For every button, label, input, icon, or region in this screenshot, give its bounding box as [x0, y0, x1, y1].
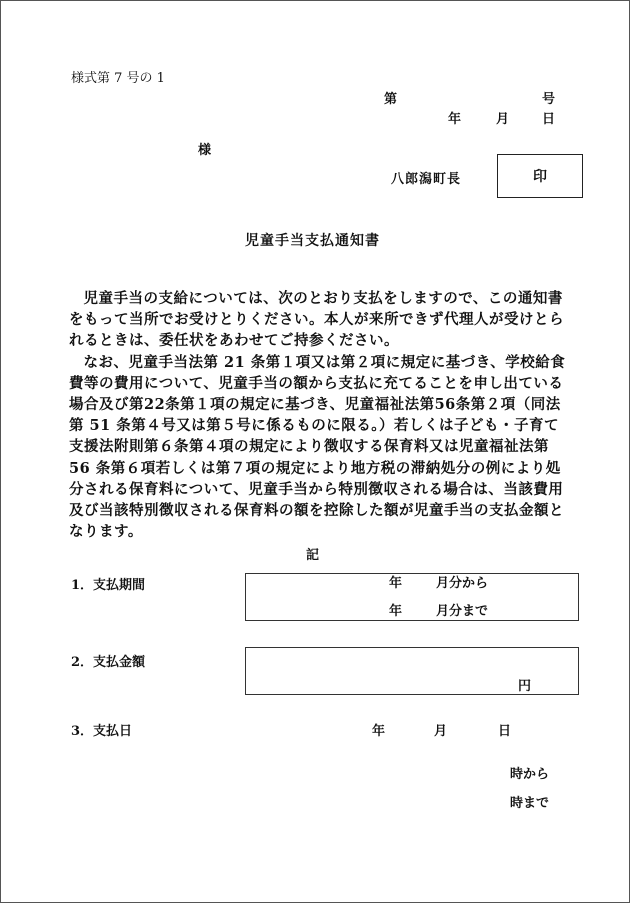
payment-year-label: 年 — [372, 724, 386, 739]
notice-body — [69, 288, 569, 542]
payment-day-label: 日 — [498, 724, 512, 739]
payment-period-label: 1．支払期間 — [71, 578, 146, 593]
time-from-label: 時から — [510, 767, 550, 782]
period-to-month: 月分まで — [436, 604, 489, 619]
payment-date-label: 3．支払日 — [71, 724, 133, 739]
payment-amount-label: 2．支払金額 — [71, 655, 146, 670]
payment-month-label: 月 — [434, 724, 448, 739]
document-number-prefix: 第 — [384, 92, 398, 107]
payment-period-box — [245, 573, 579, 621]
recipient-honorific: 様 — [198, 143, 212, 158]
document-title: 児童手当支払通知書 — [245, 233, 380, 249]
period-from-month: 月分から — [436, 576, 489, 591]
ki-heading: 記 — [306, 548, 320, 563]
period-from-year: 年 — [389, 576, 403, 591]
payment-amount-box — [245, 647, 579, 695]
body-paragraph-2: なお、児童手当法第 21 条第１項又は第２項に規定に基づき、学校給食費等の費用について、児童手当の額から支払に充てることを申し出ている場合及び第22条第１項の規定に基づき、児童福祉法第56条第２項（同法第 51 条第４号又は第５号に係るものに限る。）若しくは子ども・子育て支援法附則第６条第４項の規定により徴収する保育料又は児童福祉法第 56 条第６項若しくは第７項の規定により地方税の滞納処分の例により処分される保育料について、児童手当から特別徴収される場合は、当該費用及び当該特別徴収される保育料の額を控除した額が児童手当の支払金額となります。 — [69, 353, 566, 541]
body-paragraph-1: 児童手当の支給については、次のとおり支払をしますので、この通知書をもって当所でお受けとりください。本人が来所できず代理人が受けとられるときは、委任状をあわせてご持参ください。 — [69, 290, 564, 350]
document-number-suffix: 号 — [542, 92, 556, 107]
issue-month-label: 月 — [496, 112, 510, 127]
seal-box — [497, 154, 583, 198]
period-to-year: 年 — [389, 604, 403, 619]
form-number: 様式第 7 号の 1 — [71, 71, 165, 86]
issue-year-label: 年 — [448, 112, 462, 127]
seal-label: 印 — [533, 169, 547, 185]
amount-unit: 円 — [518, 679, 532, 694]
issue-day-label: 日 — [542, 112, 556, 127]
issuer-title: 八郎潟町長 — [391, 172, 462, 187]
time-to-label: 時まで — [510, 796, 550, 811]
